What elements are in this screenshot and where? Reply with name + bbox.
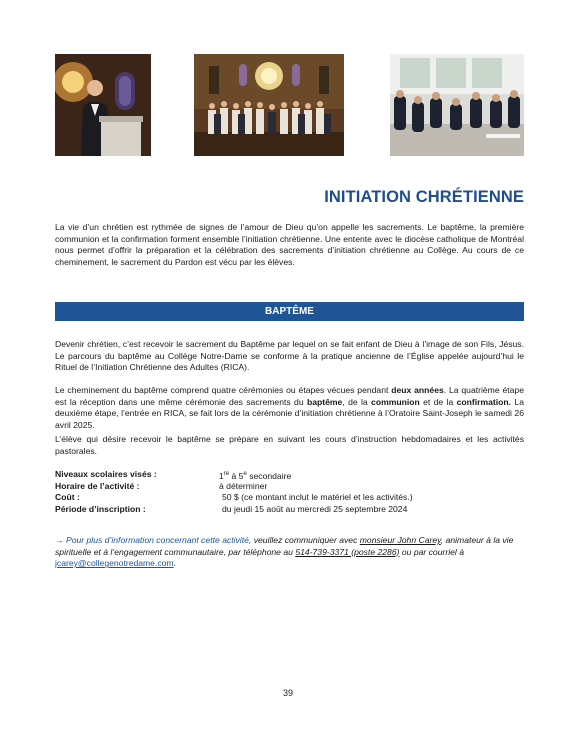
more-info-arrow-text: → Pour plus d’information concernant cette activité [55, 535, 249, 545]
baptism-paragraph-2: Le cheminement du baptême comprend quatre cérémonies ou étapes vécues pendant deux années. La quatrième étape est la réception dans une même cérémonie des sacrements du baptême, de la communion et de la confirmation. La deuxième étape, l’entrée en RICA, se fait lors de la cérémonie d’initiation chrétienne à l’Oratoire Saint-Joseph le samedi 26 avril 2025. [55, 385, 524, 430]
section-banner [55, 302, 524, 321]
photo-speaker-at-lectern [55, 54, 151, 156]
banner-label: BAPTÊME [265, 306, 314, 317]
page-number: 39 [282, 688, 293, 698]
email-link[interactable]: jcarey@collegenotredame.com [55, 558, 174, 569]
intro-paragraph: La vie d’un chrétien est rythmée de signes de l’amour de Dieu qu’on appelle les sacrements. Le baptême, la première communion et la confirmation forment ensemble l’initiation chrétienne. Une entente avec le diocèse catholique de Montréal nous permet d’offrir la préparation et la célébration des sacrements d’initiation chrétienne au Collège. Au cours de ce cheminement, le sacrement du Pardon est vécu par les élèves. [55, 222, 524, 267]
phone-link[interactable]: 514-739-3371 (poste 2286) [295, 546, 400, 557]
section-title: INITIATION CHRÉTIENNE [324, 188, 524, 206]
contact-paragraph: → Pour plus d’information concernant cette activité, veuillez communiquer avec monsieur John Carey, animateur à la vie spirituelle et à l’engagement communautaire, par téléphone au 514-739-3371 (poste 2286) ou par courriel à jcarey@collegenotredame.com. [55, 535, 514, 569]
photo-group-in-chapel [194, 54, 344, 156]
baptism-paragraph-3: L’élève qui désire recevoir le baptême se prépare en suivant les cours d’instruction hebdomadaires et les activités pastorales. [55, 434, 524, 456]
baptism-paragraph-1: Devenir chrétien, c’est recevoir le sacrement du Baptême par lequel on se fait enfant de Dieu à l’image de son Fils, Jésus. Le parcours du baptême au Collège Notre-Dame se conforme à la pratique ancienne de l’Église appelée aujourd’hui le Rituel de l’Initiation Chrétienne des Adultes (RICA). [55, 339, 524, 373]
contact-name-link[interactable]: monsieur John Carey [359, 535, 441, 545]
photo-students-in-room [390, 54, 524, 156]
